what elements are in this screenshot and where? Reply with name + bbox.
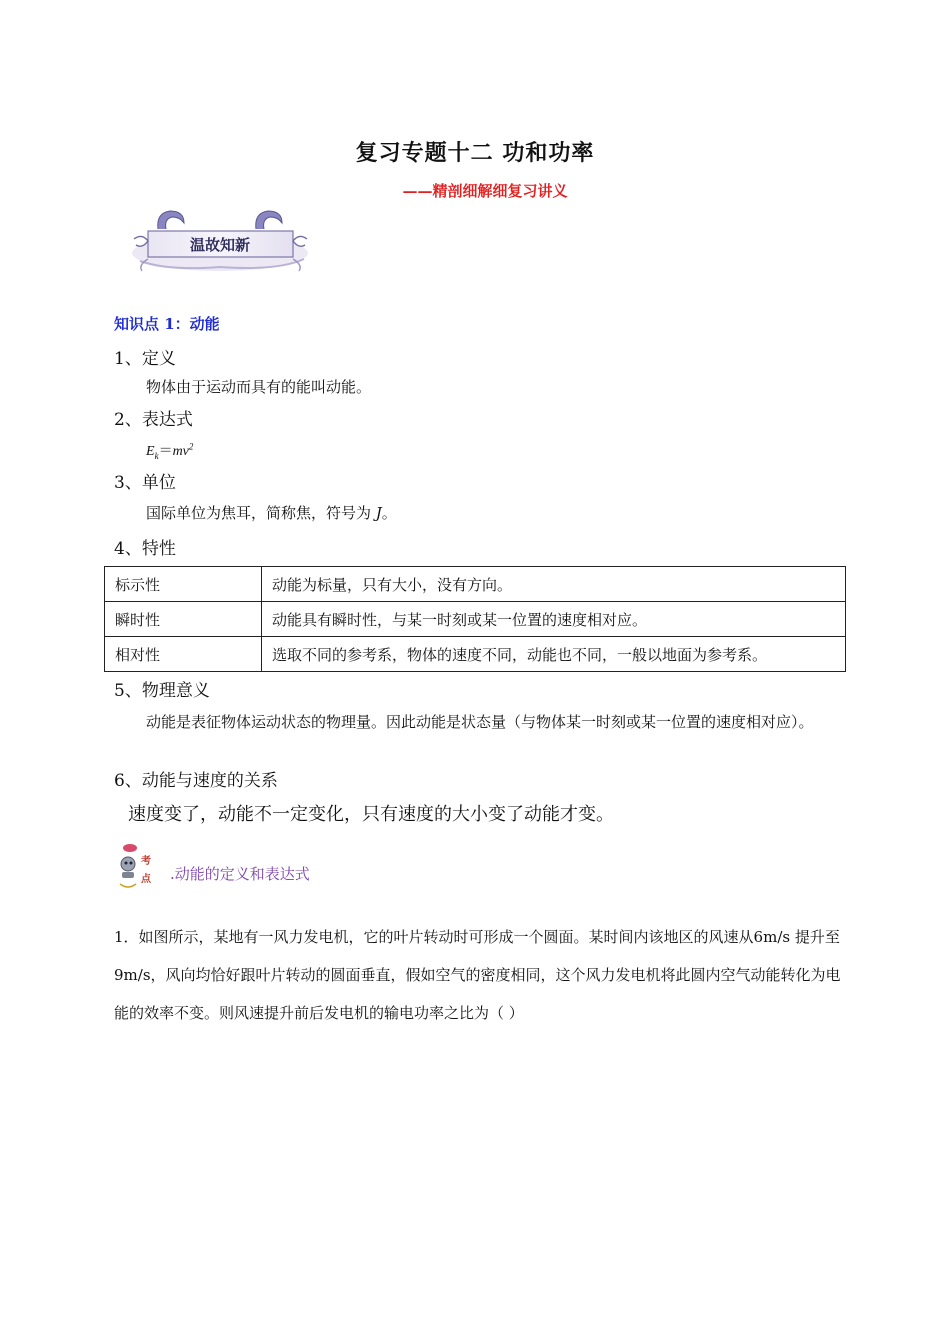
unit-heading: 3、单位 — [114, 473, 176, 493]
property-desc: 动能为标量，只有大小，没有方向。 — [262, 567, 846, 602]
unit-text: 国际单位为焦耳，简称焦，符号为 J。 — [146, 504, 397, 522]
property-desc: 选取不同的参考系，物体的速度不同，动能也不同，一般以地面为参考系。 — [262, 637, 846, 672]
property-name: 相对性 — [105, 637, 262, 672]
physical-meaning-heading: 5、物理意义 — [114, 681, 210, 701]
kaodian-icon-text-2: 点 — [141, 874, 151, 885]
table-row — [105, 602, 846, 637]
kaodian-icon-text-1: 考 — [141, 856, 151, 867]
kaodian-icon — [114, 840, 158, 896]
page-subtitle: ——精剖细解细复习讲义 — [402, 182, 568, 200]
expression-heading: 2、表达式 — [114, 410, 193, 430]
property-desc: 动能具有瞬时性，与某一时刻或某一位置的速度相对应。 — [262, 602, 846, 637]
definition-text: 物体由于运动而具有的能叫动能。 — [146, 378, 372, 396]
knowledge-point-title: 知识点 1：动能 — [114, 315, 220, 333]
property-name: 标示性 — [105, 567, 262, 602]
relation-text: 速度变了，动能不一定变化，只有速度的大小变了动能才变。 — [128, 804, 614, 825]
question-1: 1．如图所示，某地有一风力发电机，它的叶片转动时可形成一个圆面。某时间内该地区的风速从6m/s 提升至 9m/s，风向均恰好跟叶片转动的圆面垂直，假如空气的密度相同，这个风力发电机将此圆内空气动能转化为电能的效率不变。则风速提升前后发电机的输电功率之比为（ ） — [114, 928, 841, 1022]
properties-table — [104, 566, 846, 672]
physical-meaning-text: 动能是表征物体运动状态的物理量。因此动能是状态量（与物体某一时刻或某一位置的速度相对应）。 — [146, 713, 814, 731]
relation-heading: 6、动能与速度的关系 — [114, 771, 278, 791]
review-banner-image — [128, 205, 313, 277]
kaodian-label: .动能的定义和表达式 — [170, 865, 310, 883]
definition-heading: 1、定义 — [114, 349, 176, 369]
property-name: 瞬时性 — [105, 602, 262, 637]
banner-text: 温故知新 — [189, 236, 251, 254]
table-row — [105, 567, 846, 602]
table-row — [105, 637, 846, 672]
kinetic-energy-formula: $E_k=mv^2$ — [146, 441, 194, 461]
property-heading: 4、特性 — [114, 539, 176, 559]
page-title: 复习专题十二 功和功率 — [355, 140, 595, 166]
